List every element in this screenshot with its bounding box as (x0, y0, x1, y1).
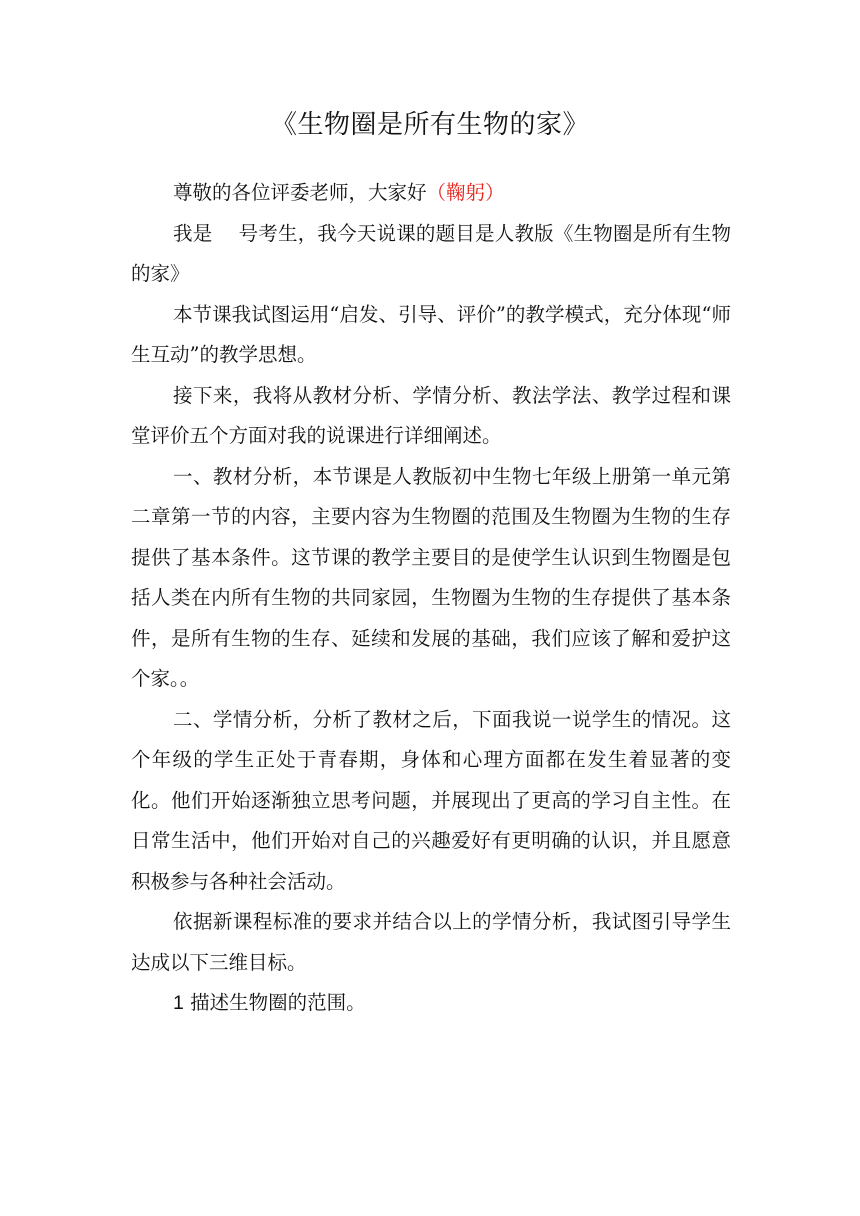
greeting-paragraph (131, 173, 731, 214)
document-title: 《生物圈是所有生物的家》 (270, 110, 589, 140)
student-analysis-paragraph: 二、学情分析，分析了教材之后，下面我说一说学生的情况。这个年级的学生正处于青春期，身体和心理方面都在发生着显著的变化。他们开始逐渐独立思考问题，并展现出了更高的学习自主性。在日常生活中，他们开始对自己的兴趣爱好有更明确的认识，并且愿意积极参与各种社会活动。 (131, 707, 731, 893)
goal-item-1 (131, 983, 731, 1024)
intro-part2: 号考生，我今天说课的题目是人教版《生物圈是所有生物的家》 (131, 221, 731, 285)
objectives-intro-paragraph: 依据新课程标准的要求并结合以上的学情分析，我试图引导学生达成以下三维目标。 (131, 910, 731, 974)
document-body (131, 173, 731, 1024)
goal-text: 描述生物圈的范围。 (190, 991, 366, 1014)
intro-paragraph (131, 214, 731, 295)
outline-paragraph: 接下来，我将从教材分析、学情分析、教法学法、教学过程和课堂评价五个方面对我的说课进行详细阐述。 (131, 383, 731, 447)
goal-number: 1 (173, 992, 184, 1014)
greeting-text: 尊敬的各位评委老师，大家好 (173, 181, 427, 204)
intro-part1: 我是 (173, 221, 213, 245)
teaching-mode-paragraph: 本节课我试图运用“启发、引导、评价”的教学模式，充分体现“师生互动”的教学思想。 (131, 302, 731, 366)
textbook-analysis-paragraph: 一、教材分析，本节课是人教版初中生物七年级上册第一单元第二章第一节的内容，主要内容为生物圈的范围及生物圈为生物的生存提供了基本条件。这节课的教学主要目的是使学生认识到生物圈是包括人类在内所有生物的共同家园，生物圈为生物的生存提供了基本条件，是所有生物的生存、延续和发展的基础，我们应该了解和爱护这个家。。 (131, 464, 731, 690)
bow-note: （鞠躬） (426, 181, 505, 204)
